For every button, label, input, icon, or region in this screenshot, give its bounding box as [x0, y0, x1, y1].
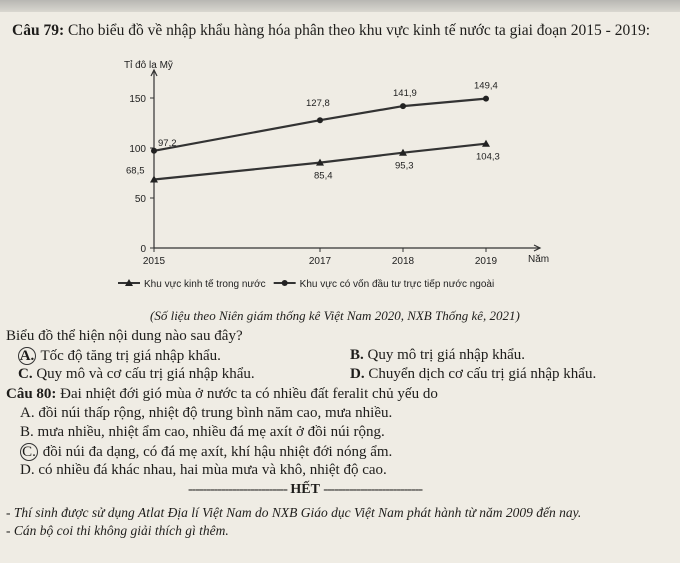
q80-option-b-text: mưa nhiều, nhiệt ẩm cao, nhiều đá mẹ axít ở đồi núi rộng.: [37, 424, 385, 440]
question-80-stem: [6, 386, 438, 403]
series-1-data-label: 85,4: [314, 170, 333, 182]
q79-option-c-text: Quy mô và cơ cấu trị giá nhập khẩu.: [36, 366, 255, 382]
x-tick-label: 2019: [474, 256, 498, 267]
series-2-data-label: 141,9: [393, 88, 417, 100]
q80-option-b-key: B.: [20, 424, 34, 440]
y-tick-label: 50: [134, 194, 146, 205]
question-80-number: Câu 80:: [6, 386, 57, 402]
y-tick-label: 100: [129, 144, 146, 155]
q79-option-d-text: Chuyển dịch cơ cấu trị giá nhập khẩu.: [368, 366, 597, 382]
q80-option-c[interactable]: [20, 443, 392, 461]
series-2-point: [317, 117, 323, 123]
question-79-number: Câu 79:: [12, 22, 65, 39]
q79-option-b-text: Quy mô trị giá nhập khẩu.: [367, 347, 525, 363]
q79-option-a[interactable]: [18, 347, 221, 365]
q79-option-b[interactable]: [350, 347, 525, 364]
series-1-data-label: 95,3: [395, 160, 414, 172]
q80-option-d[interactable]: [20, 462, 387, 479]
q80-option-d-key: D.: [20, 462, 35, 478]
q80-option-d-text: có nhiều đá khác nhau, hai mùa mưa và khô, nhiệt độ cao.: [38, 462, 387, 478]
q80-option-a-text: đồi núi thấp rộng, nhiệt độ trung bình năm cao, mưa nhiều.: [38, 405, 393, 421]
q80-option-a[interactable]: [20, 405, 392, 422]
series-2-point: [483, 96, 489, 102]
y-axis-label: Tỉ đô la Mỹ: [124, 60, 173, 71]
line-chart: [108, 56, 568, 296]
series-2-data-label: 127,8: [306, 98, 330, 110]
series-1-data-label: 104,3: [476, 151, 500, 163]
series-1-data-label: 68,5: [126, 165, 145, 177]
question-79-prompt: Biểu đồ thể hiện nội dung nào sau đây?: [6, 328, 243, 344]
series-2-point: [400, 103, 406, 109]
q80-option-c-key: C.: [20, 443, 38, 461]
question-80-text: Đai nhiệt đới gió mùa ở nước ta có nhiều đất feralit chủ yếu do: [60, 386, 438, 402]
q79-option-b-key: B.: [350, 347, 364, 363]
data-source-note: (Số liệu theo Niên giám thống kê Việt Nam 2020, NXB Thống kê, 2021): [150, 308, 520, 323]
x-tick-label: 2017: [308, 256, 332, 267]
legend-marker-2: [282, 280, 288, 286]
x-tick-label: 2018: [391, 256, 415, 267]
q79-option-c-key: C.: [18, 366, 33, 382]
exam-note-2: - Cán bộ coi thi không giải thích gì thêm.: [6, 523, 229, 538]
q79-option-a-key: A.: [19, 348, 35, 364]
q79-option-c[interactable]: [18, 366, 255, 383]
question-79-text: Cho biểu đồ về nhập khẩu hàng hóa phân theo khu vực kinh tế nước ta giai đoạn 2015 - 2019:: [67, 22, 650, 39]
q79-option-d-key: D.: [350, 366, 365, 382]
series-2-data-label: 149,4: [474, 80, 498, 92]
end-marker-text: HẾT: [290, 482, 320, 497]
legend-label-1: Khu vực kinh tế trong nước: [144, 279, 266, 290]
x-tick-label: 2015: [142, 256, 166, 267]
y-tick-label: 0: [140, 244, 146, 255]
q80-option-b[interactable]: [20, 424, 385, 441]
y-tick-label: 150: [129, 94, 146, 105]
question-79-stem: [12, 22, 650, 40]
series-2-point: [151, 148, 157, 154]
q80-option-a-key: A.: [20, 405, 35, 421]
legend-label-2: Khu vực có vốn đầu tư trực tiếp nước ngoài: [299, 279, 495, 290]
q79-option-a-text: Tốc độ tăng trị giá nhập khẩu.: [40, 348, 221, 364]
x-axis-label: Năm: [528, 254, 550, 265]
q80-option-c-text: đồi núi đa dạng, có đá mẹ axít, khí hậu nhiệt đới nóng ẩm.: [42, 444, 393, 460]
series-2-data-label: 97,2: [158, 137, 177, 149]
q79-option-d[interactable]: [350, 366, 596, 383]
end-marker: --------------------------- HẾT ---------------------------: [188, 482, 423, 497]
page-top-edge: [0, 0, 680, 12]
exam-note-1: - Thí sinh được sử dụng Atlat Địa lí Việt Nam do NXB Giáo dục Việt Nam phát hành từ năm 2009 đến nay.: [6, 505, 582, 520]
